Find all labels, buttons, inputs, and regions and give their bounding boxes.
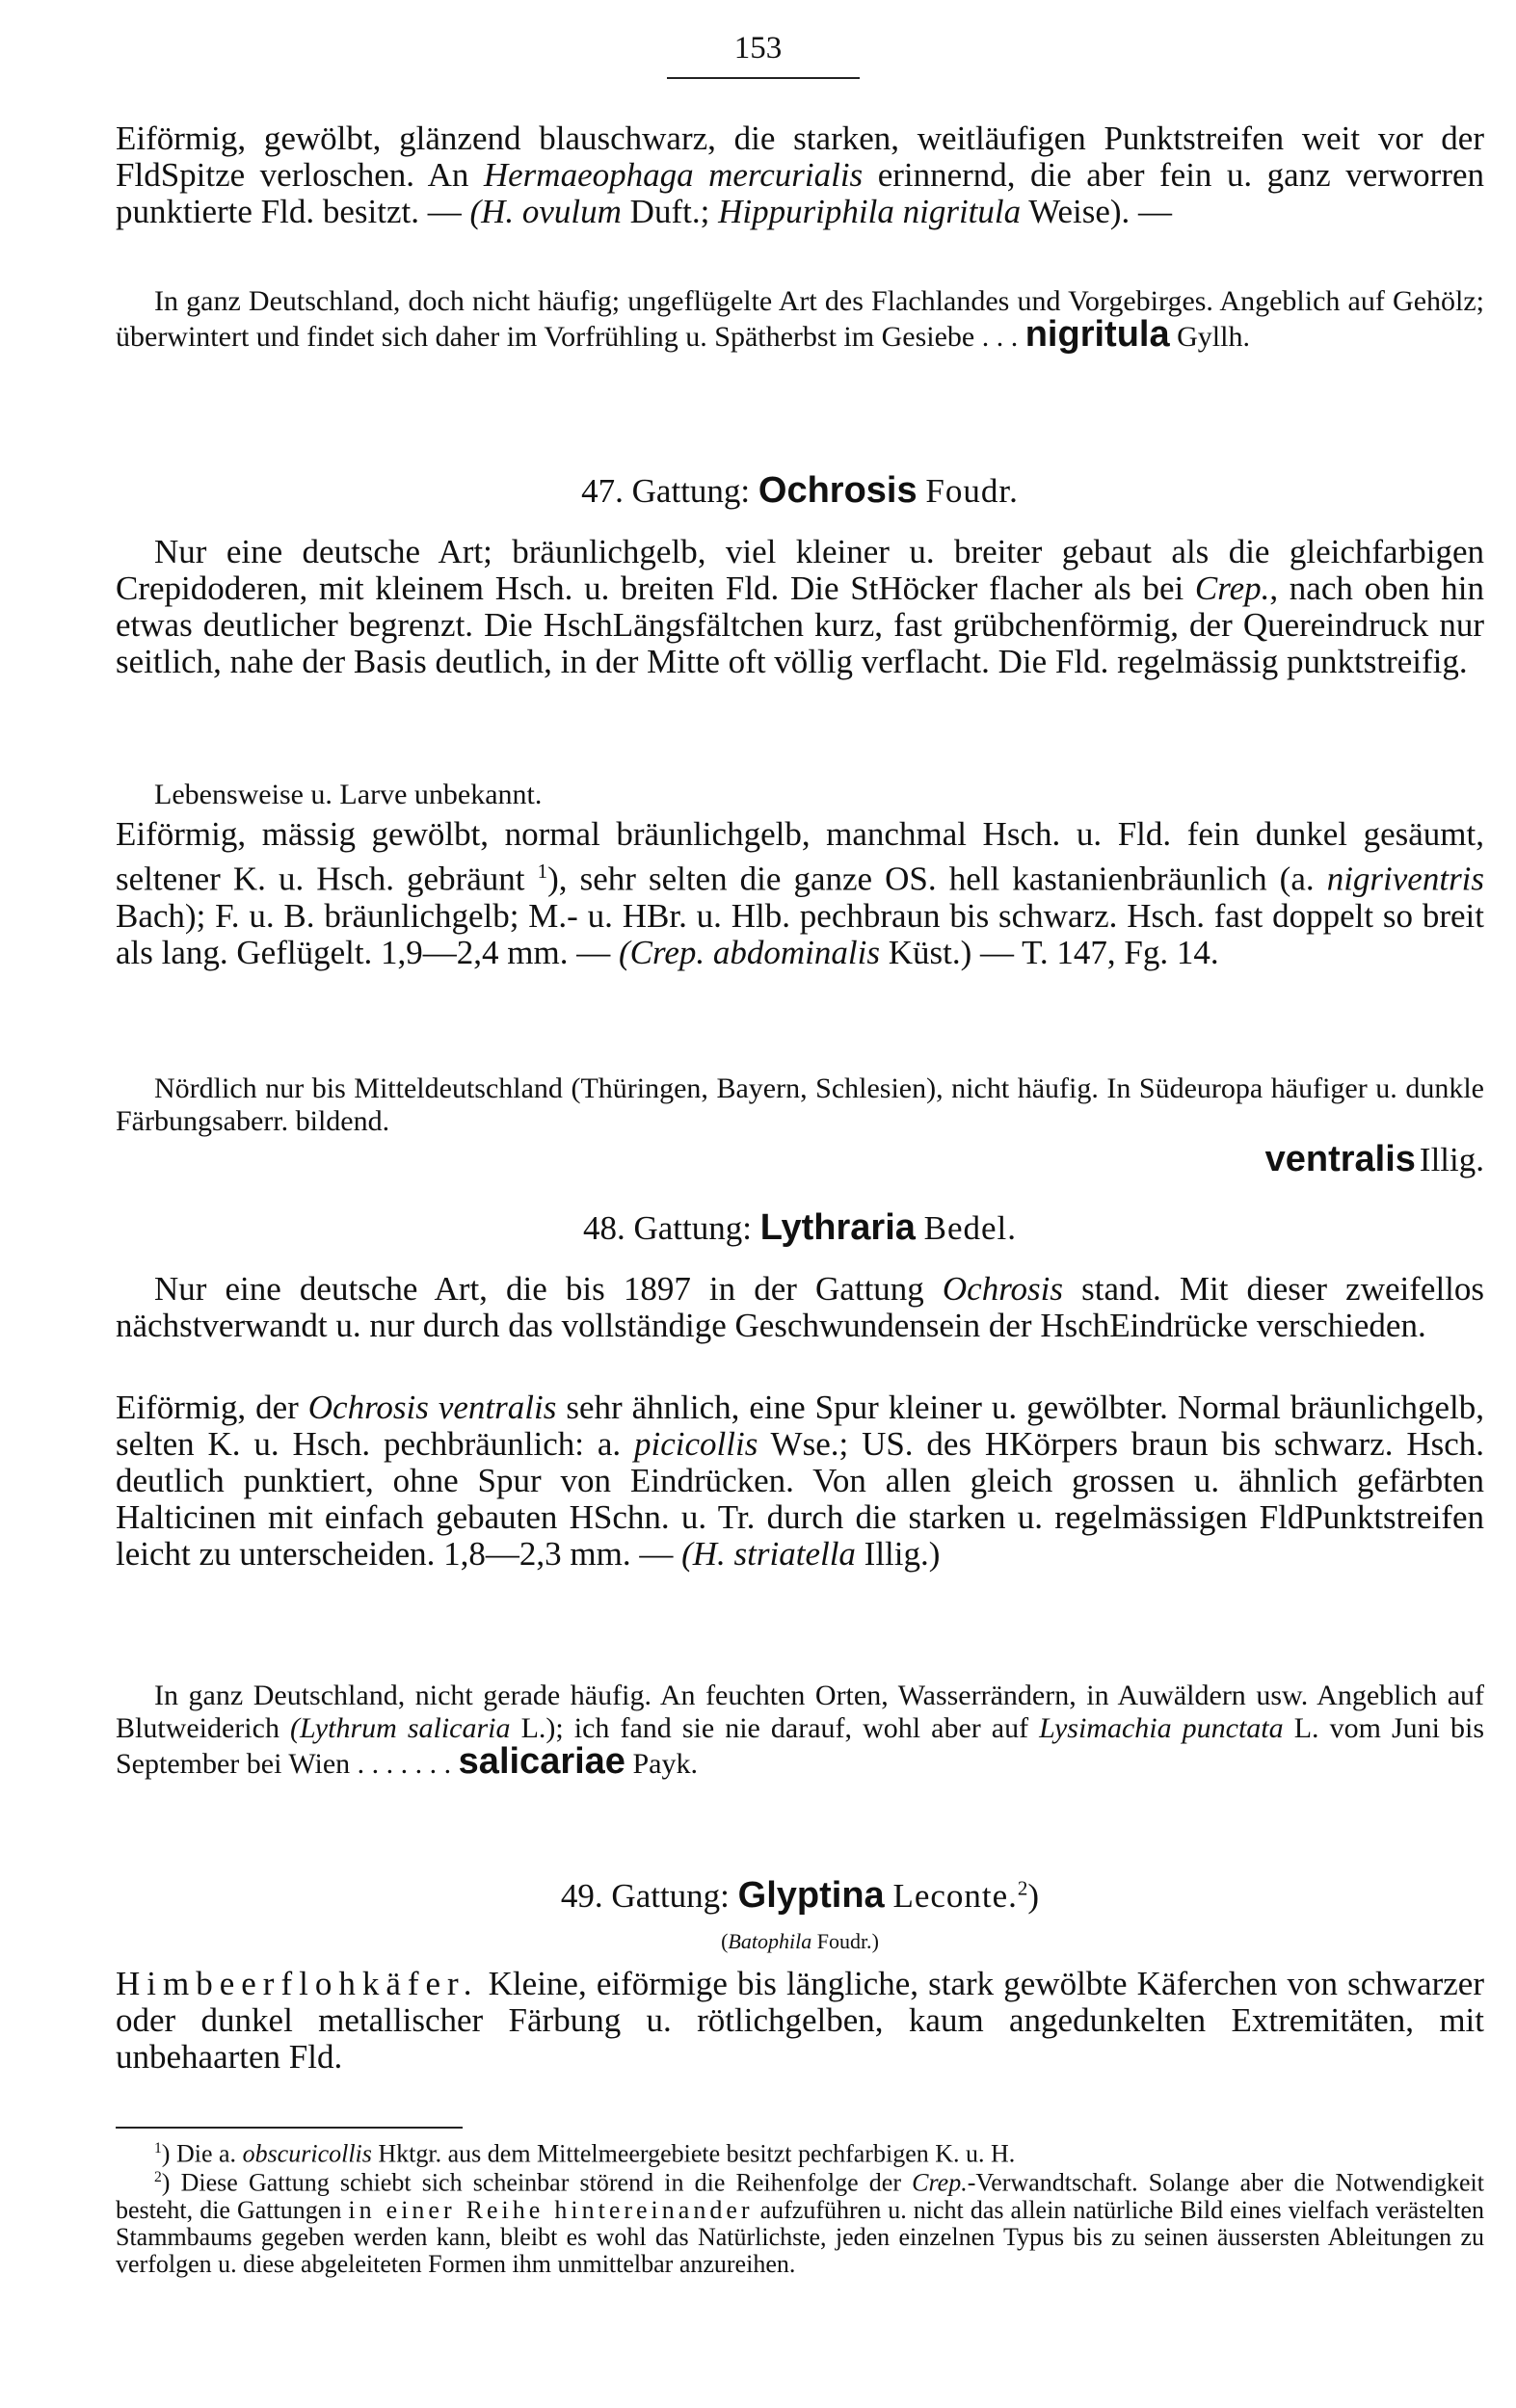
footnote-1: $^1$) Die a. obscuricollis Hktgr. aus dem Mittelmeergebiete besitzt pechfarbigen K. u. H. bbox=[154, 2139, 1016, 2168]
genus-heading-47: 47. Gattung: Ochrosis Foudr. bbox=[581, 470, 1019, 511]
genus-heading-49: 49. Gattung: Glyptina Leconte.$^2$) bbox=[560, 1875, 1040, 1916]
species-name-salicariae: salicariae bbox=[458, 1741, 625, 1782]
footnote-2: $^2$) Diese Gattung schiebt sich scheinbar störend in die Reihenfolge der Crep.-Verwandtschaft. Solange aber die Notwendigkeit besteht, die Gattungen in einer Reihe hintereinander aufzuführen u. nicht das allein natürliche Bild eines vielfach verästelten Stammbaums gegeben werden kann, bleibt es wohl das Natürlichste, jeden einzelnen Typus bis zu seinen äussersten Ableitungen zu verfolgen u. diese abgeleiteten Formen ihm unmittelbar anzureihen. bbox=[116, 2168, 1485, 2278]
genus-description-glyptina: Himbeerflohkäfer. Kleine, eiförmige bis längliche, stark gewölbte Käferchen von schwarzer oder dunkel metallischer Färbung u. rötlichgelben, kaum angedunkelten Extremitäten, mit unbehaarten Fld. bbox=[116, 1965, 1484, 2076]
life-history-ochrosis: Lebensweise u. Larve unbekannt. bbox=[154, 779, 543, 810]
page-number: 153 bbox=[733, 31, 783, 66]
species-line-ventralis: ventralis Illig. bbox=[1264, 1139, 1484, 1179]
species-description-ventralis: Eiförmig, mässig gewölbt, normal bräunlichgelb, manchmal Hsch. u. Fld. fein dunkel gesäumt, seltener K. u. Hsch. gebräunt $^1$), sehr selten die ganze OS. hell kastanienbräunlich (a. nigriventris Bach); F. u. B. bräunlichgelb; M.- u. HBr. u. Hlb. pechbraun bis schwarz. Hsch. fast doppelt so breit als lang. Geflügelt. 1,9—2,4 mm. — (Crep. abdominalis Küst.) — T. 147, Fg. 14. bbox=[116, 815, 1485, 971]
genus-description-lythraria: Nur eine deutsche Art, die bis 1897 in der Gattung Ochrosis stand. Mit dieser zweifellos nächstverwandt u. nur durch das vollständige Geschwundensein der HschEindrücke verschieden. bbox=[116, 1270, 1485, 1344]
genus-synonym-49: (Batophila Foudr.) bbox=[721, 1929, 879, 1953]
species-description-salicariae: Eiförmig, der Ochrosis ventralis sehr ähnlich, eine Spur kleiner u. gewölbter. Normal bräunlichgelb, selten K. u. Hsch. pechbräunlich: a. picicollis Wse.; US. des HKörpers braun bis schwarz. Hsch. deutlich punktiert, ohne Spur von Eindrücken. Von allen gleich grossen u. ähnlich gefärbten Halticinen mit einfach gebauten HSchn. u. Tr. durch die starken u. regelmässigen FldPunktstreifen leicht zu unterscheiden. 1,8—2,3 mm. — (H. striatella Illig.) bbox=[116, 1389, 1484, 1573]
genus-name-glyptina: Glyptina bbox=[737, 1875, 885, 1916]
genus-name-ochrosis: Ochrosis bbox=[758, 470, 918, 511]
footnote-rule bbox=[116, 2127, 463, 2129]
genus-name-lythraria: Lythraria bbox=[759, 1207, 916, 1248]
distribution-nigritula: In ganz Deutschland, doch nicht häufig; ungeflügelte Art des Flachlandes und Vorgebirges. Angeblich auf Gehölz; überwintert und findet sich daher im Vorfrühling u. Spätherbst im Gesiebe . . . nigritula Gyllh. bbox=[116, 285, 1484, 355]
genus-heading-48: 48. Gattung: Lythraria Bedel. bbox=[582, 1207, 1018, 1248]
species-name-nigritula: nigritula bbox=[1024, 314, 1170, 355]
distribution-salicariae: In ganz Deutschland, nicht gerade häufig. An feuchten Orten, Wasserrändern, in Auwäldern usw. Angeblich auf Blutweiderich (Lythrum salicaria L.); ich fand sie nie darauf, wohl aber auf Lysimachia punctata L. vom Juni bis September bei Wien . . . . . . . salicariae Payk. bbox=[116, 1680, 1485, 1782]
genus-description-ochrosis: Nur eine deutsche Art; bräunlichgelb, viel kleiner u. breiter gebaut als die gleichfarbigen Crepidoderen, mit kleinem Hsch. u. breiten Fld. Die StHöcker flacher als bei Crep., nach oben hin etwas deutlicher begrenzt. Die HschLängsfältchen kurz, fast grübchenförmig, der Quereindruck nur seitlich, nahe der Basis deutlich, in der Mitte oft völlig verflacht. Die Fld. regelmässig punktstreifig. bbox=[116, 533, 1485, 680]
species-description-nigritula: Eiförmig, gewölbt, glänzend blauschwarz, die starken, weitläufigen Punktstreifen weit vor der FldSpitze verloschen. An Hermaeophaga mercurialis erinnernd, die aber fein u. ganz verworren punktierte Fld. besitzt. — (H. ovulum Duft.; Hippuriphila nigritula Weise). — bbox=[116, 119, 1485, 230]
page-number-rule bbox=[667, 77, 860, 79]
species-name-ventralis: ventralis bbox=[1264, 1139, 1416, 1179]
distribution-ventralis: Nördlich nur bis Mitteldeutschland (Thüringen, Bayern, Schlesien), nicht häufig. In Südeuropa häufiger u. dunkle Färbungsaberr. bildend. bbox=[116, 1072, 1484, 1137]
